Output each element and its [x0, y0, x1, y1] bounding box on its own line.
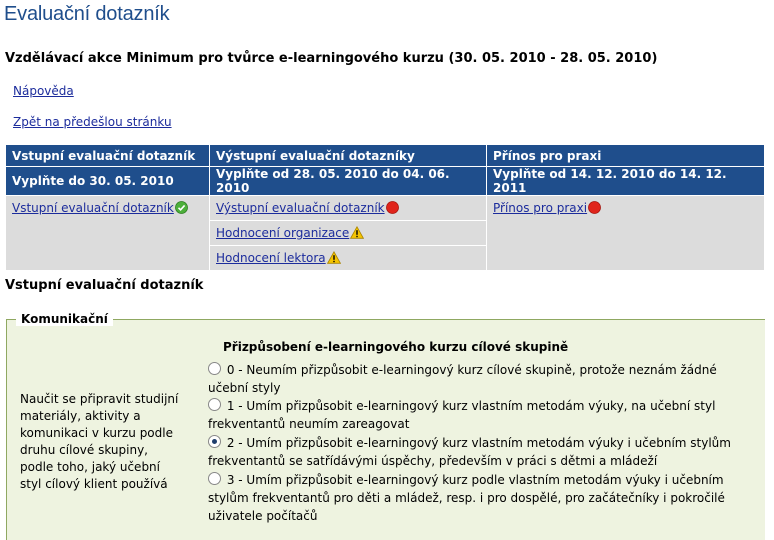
option-1[interactable] — [208, 397, 756, 433]
output-questionnaire-link[interactable]: Výstupní evaluační dotazník — [216, 201, 385, 215]
radio-button-selected[interactable] — [208, 435, 221, 448]
radio-button[interactable] — [208, 398, 221, 411]
list-item — [210, 221, 486, 246]
red-circle-icon — [386, 198, 399, 211]
warning-icon — [350, 223, 363, 236]
list-item — [210, 246, 486, 270]
group-legend: Komunikační — [16, 312, 113, 326]
practice-benefit-link[interactable]: Přínos pro praxi — [493, 201, 588, 215]
cell-practice — [487, 196, 765, 271]
list-item — [6, 196, 209, 220]
option-label: 3 - Umím přizpůsobit e-learningový kurz podle vlastním metodám výuky i učebním stylům frekventantů pro děti a mládež, resp. i pro dospělé, pro začátečníky i pokročilé uživatele počítačů — [208, 473, 725, 523]
column-header-input: Vstupní evaluační dotazník — [6, 145, 210, 167]
course-title: Vzdělávací akce Minimum pro tvůrce e-learningového kurzu (30. 05. 2010 - 28. 05. 2010) — [5, 51, 658, 66]
dates-practice: Vyplňte od 14. 12. 2010 do 14. 12. 2011 — [487, 167, 765, 196]
cell-output — [210, 196, 487, 271]
option-3[interactable] — [208, 471, 756, 525]
goal-description: Naučit se připravit studijní materiály, aktivity a komunikaci v kurzu podle druhu cílové skupiny, podle toho, jaký učební styl cílový klient používá — [20, 392, 179, 491]
input-questionnaire-link[interactable]: Vstupní evaluační dotazník — [12, 201, 174, 215]
option-label: 2 - Umím přizpůsobit e-learningový kurz vlastním metodám výuky i učebním stylům frekventantů se satřídávými úspěchy, především v práci s dětmi a mládeží — [208, 436, 731, 468]
cell-input — [6, 196, 210, 271]
option-2[interactable] — [208, 434, 756, 470]
check-circle-icon — [175, 198, 188, 211]
section-title: Vstupní evaluační dotazník — [5, 278, 204, 293]
question-title: Přizpůsobení e-learningového kurzu cílové skupině — [223, 340, 569, 354]
organization-rating-link[interactable]: Hodnocení organizace — [216, 226, 350, 240]
radio-button[interactable] — [208, 472, 221, 485]
help-link[interactable]: Nápověda — [13, 84, 74, 98]
column-header-output: Výstupní evaluační dotazníky — [210, 145, 487, 167]
warning-icon — [327, 248, 340, 261]
page-title: Evaluační dotazník — [4, 3, 170, 25]
option-label: 1 - Umím přizpůsobit e-learningový kurz vlastním metodám výuky, na učební styl frekventantů neumím zareagovat — [208, 399, 716, 431]
dates-input: Vyplňte do 30. 05. 2010 — [6, 167, 210, 196]
evaluation-table — [5, 144, 765, 271]
lecturer-rating-link[interactable]: Hodnocení lektora — [216, 251, 326, 265]
radio-button[interactable] — [208, 362, 221, 375]
option-0[interactable] — [208, 361, 756, 397]
list-item — [210, 196, 486, 221]
list-item — [487, 196, 764, 220]
column-header-practice: Přínos pro praxi — [487, 145, 765, 167]
red-circle-icon — [588, 198, 601, 211]
option-label: 0 - Neumím přizpůsobit e-learningový kurz cílové skupině, protože neznám žádné učební styly — [208, 363, 717, 395]
dates-output: Vyplňte od 28. 05. 2010 do 04. 06. 2010 — [210, 167, 487, 196]
back-link[interactable]: Zpět na předešlou stránku — [13, 115, 172, 129]
